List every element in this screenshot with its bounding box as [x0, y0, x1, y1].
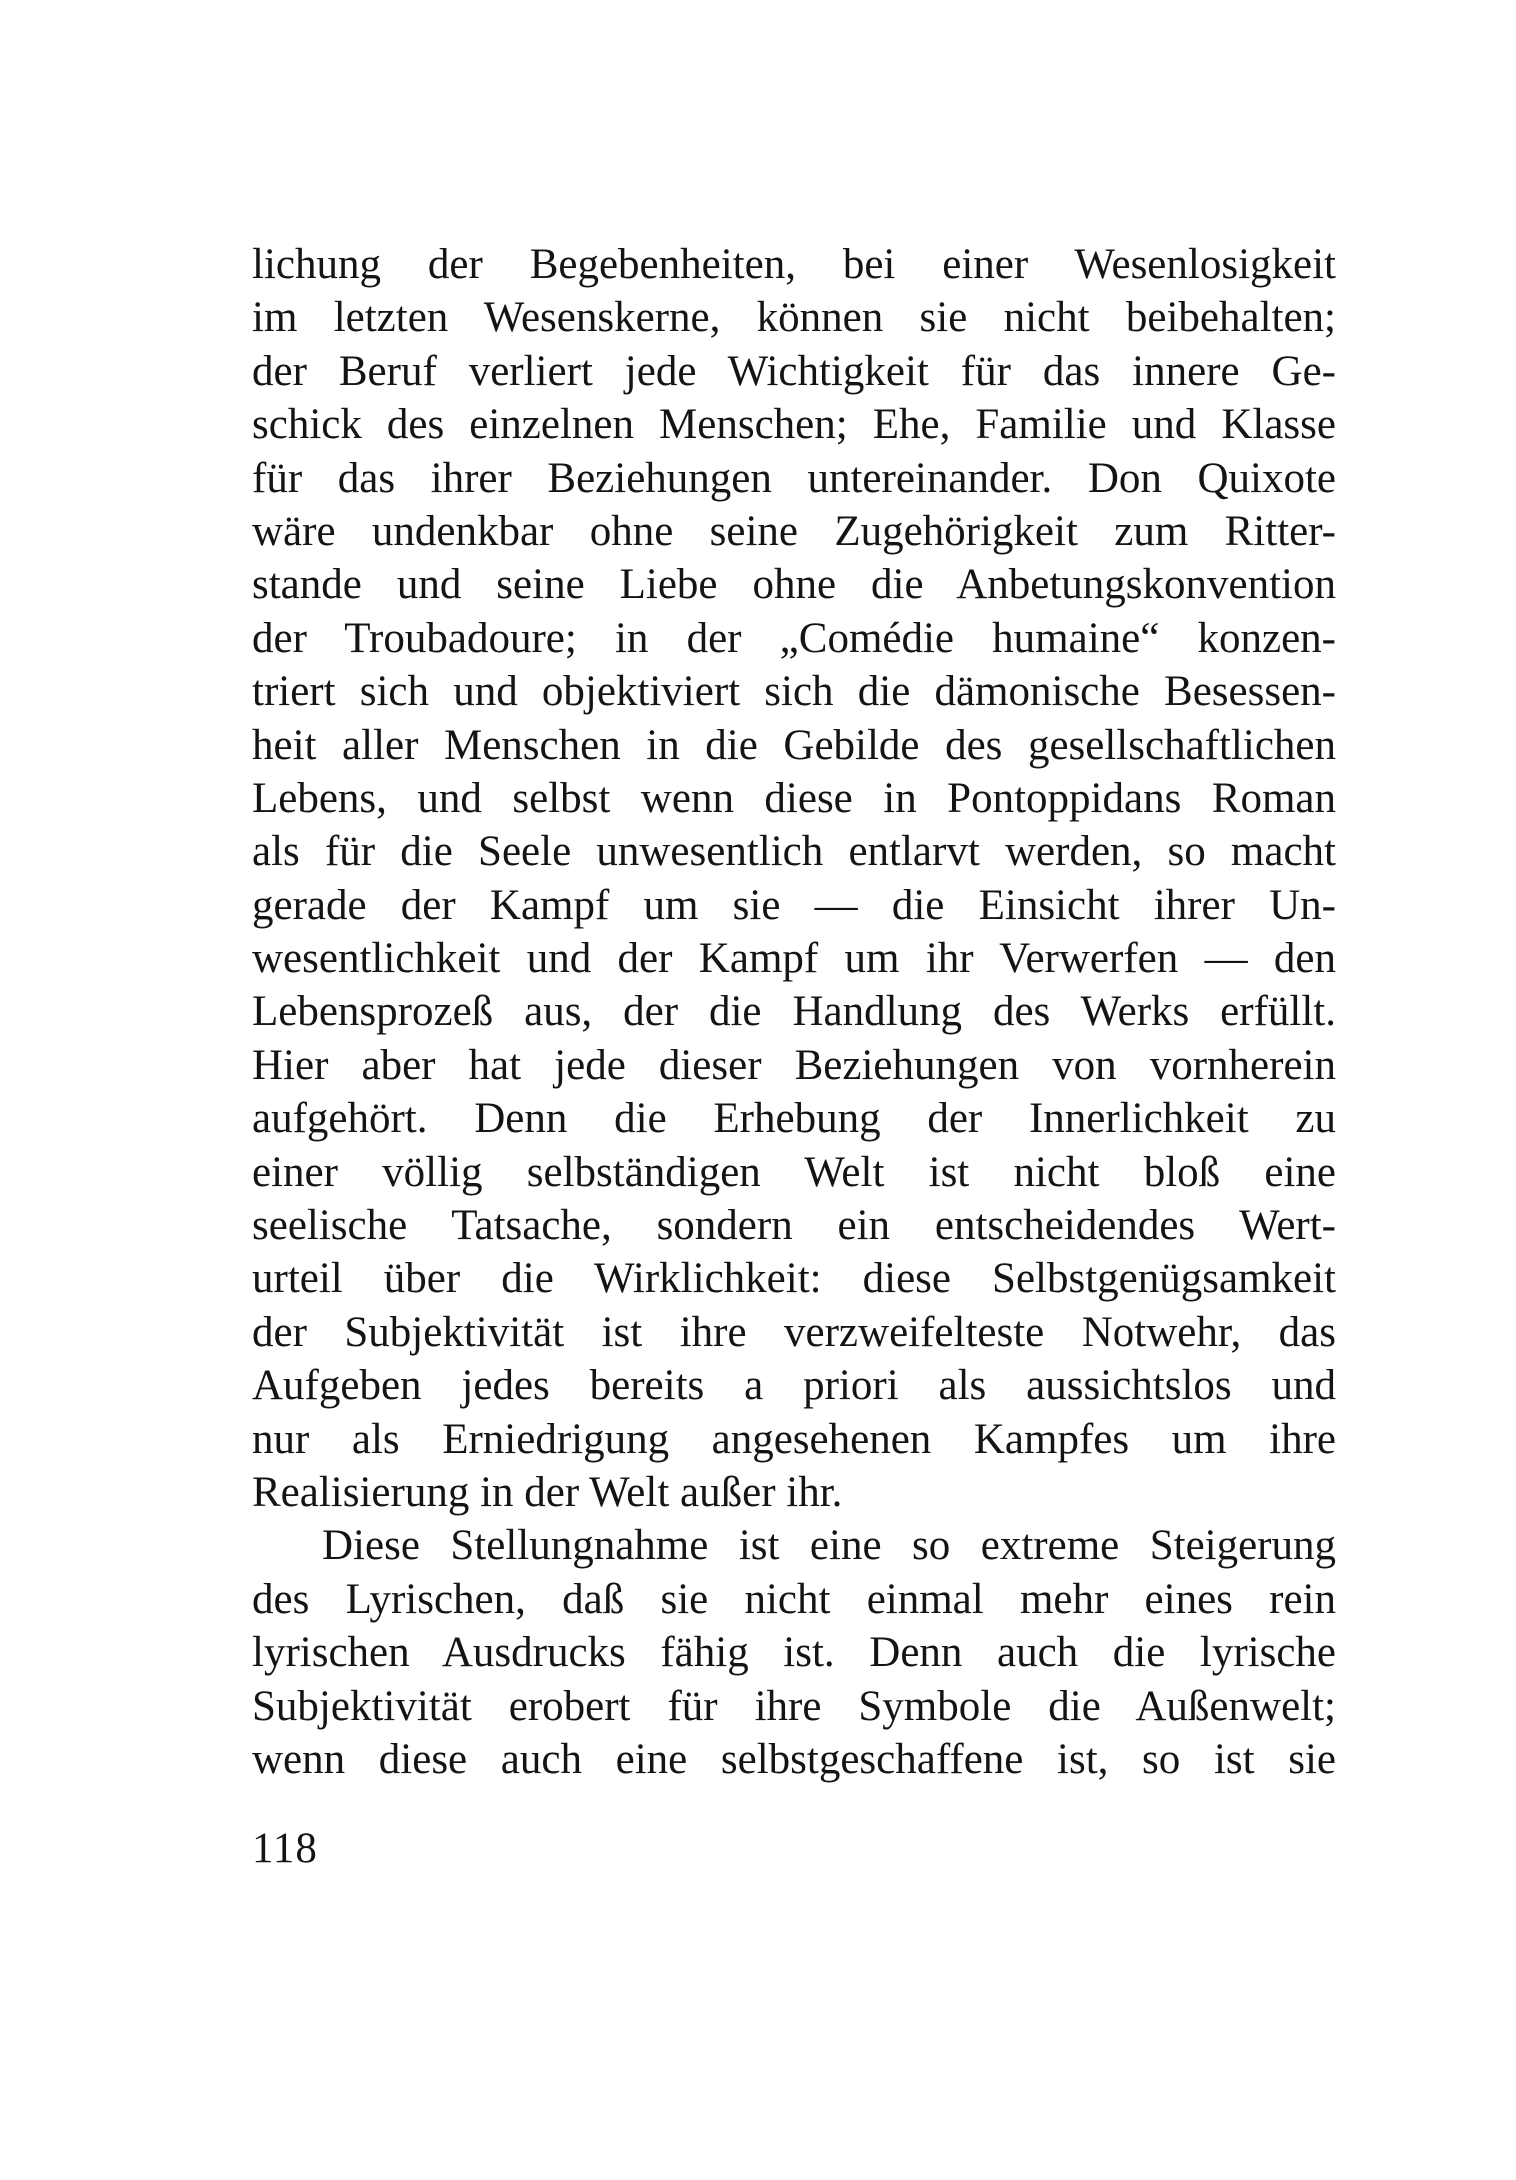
text-line: wesentlichkeit und der Kampf um ihr Verwerfen — den — [252, 935, 1336, 983]
text-line: gerade der Kampf um sie — die Einsicht ihrer Un- — [252, 881, 1336, 929]
text-line: Subjektivität erobert für ihre Symbole die Außenwelt; — [252, 1682, 1336, 1730]
text-line: lyrischen Ausdrucks fähig ist. Denn auch die lyrische — [252, 1629, 1336, 1677]
text-line: heit aller Menschen in die Gebilde des gesellschaftlichen — [252, 721, 1336, 769]
text-line: schick des einzelnen Menschen; Ehe, Familie und Klasse — [252, 401, 1336, 449]
text-line: für das ihrer Beziehungen untereinander. Don Quixote — [252, 454, 1336, 502]
text-line: aufgehört. Denn die Erhebung der Innerlichkeit zu — [252, 1095, 1336, 1143]
text-line: als für die Seele unwesentlich entlarvt werden, so macht — [252, 828, 1336, 876]
text-line: stande und seine Liebe ohne die Anbetungskonvention — [252, 561, 1336, 609]
text-line: der Beruf verliert jede Wichtigkeit für das innere Ge- — [252, 347, 1336, 395]
text-line-paragraph-end: Realisierung in der Welt außer ihr. — [252, 1468, 843, 1516]
text-line-paragraph-start: Diese Stellungnahme ist eine so extreme Steigerung — [322, 1522, 1336, 1570]
text-line: Lebensprozeß aus, der die Handlung des Werks erfüllt. — [252, 988, 1336, 1036]
text-line: einer völlig selbständigen Welt ist nicht bloß eine — [252, 1148, 1336, 1196]
page-number: 118 — [252, 1825, 318, 1872]
text-line: wäre undenkbar ohne seine Zugehörigkeit zum Ritter- — [252, 507, 1336, 555]
text-line: urteil über die Wirklichkeit: diese Selbstgenügsamkeit — [252, 1255, 1336, 1303]
text-line: seelische Tatsache, sondern ein entscheidendes Wert- — [252, 1202, 1336, 1250]
text-line: Hier aber hat jede dieser Beziehungen von vornherein — [252, 1041, 1336, 1089]
text-line: Lebens, und selbst wenn diese in Pontoppidans Roman — [252, 774, 1336, 822]
body-text — [252, 238, 1336, 1786]
text-line: des Lyrischen, daß sie nicht einmal mehr eines rein — [252, 1575, 1336, 1623]
text-line: im letzten Wesenskerne, können sie nicht beibehalten; — [252, 294, 1336, 342]
text-line: der Subjektivität ist ihre verzweifelteste Notwehr, das — [252, 1308, 1336, 1356]
text-line: der Troubadoure; in der „Comédie humaine“ konzen- — [252, 614, 1336, 662]
text-line: Aufgeben jedes bereits a priori als aussichtslos und — [252, 1362, 1336, 1410]
text-line: wenn diese auch eine selbstgeschaffene ist, so ist sie — [252, 1735, 1336, 1783]
text-line: lichung der Begebenheiten, bei einer Wesenlosigkeit — [252, 241, 1336, 288]
text-line: triert sich und objektiviert sich die dämonische Besessen- — [252, 668, 1336, 716]
text-line: nur als Erniedrigung angesehenen Kampfes um ihre — [252, 1415, 1336, 1463]
